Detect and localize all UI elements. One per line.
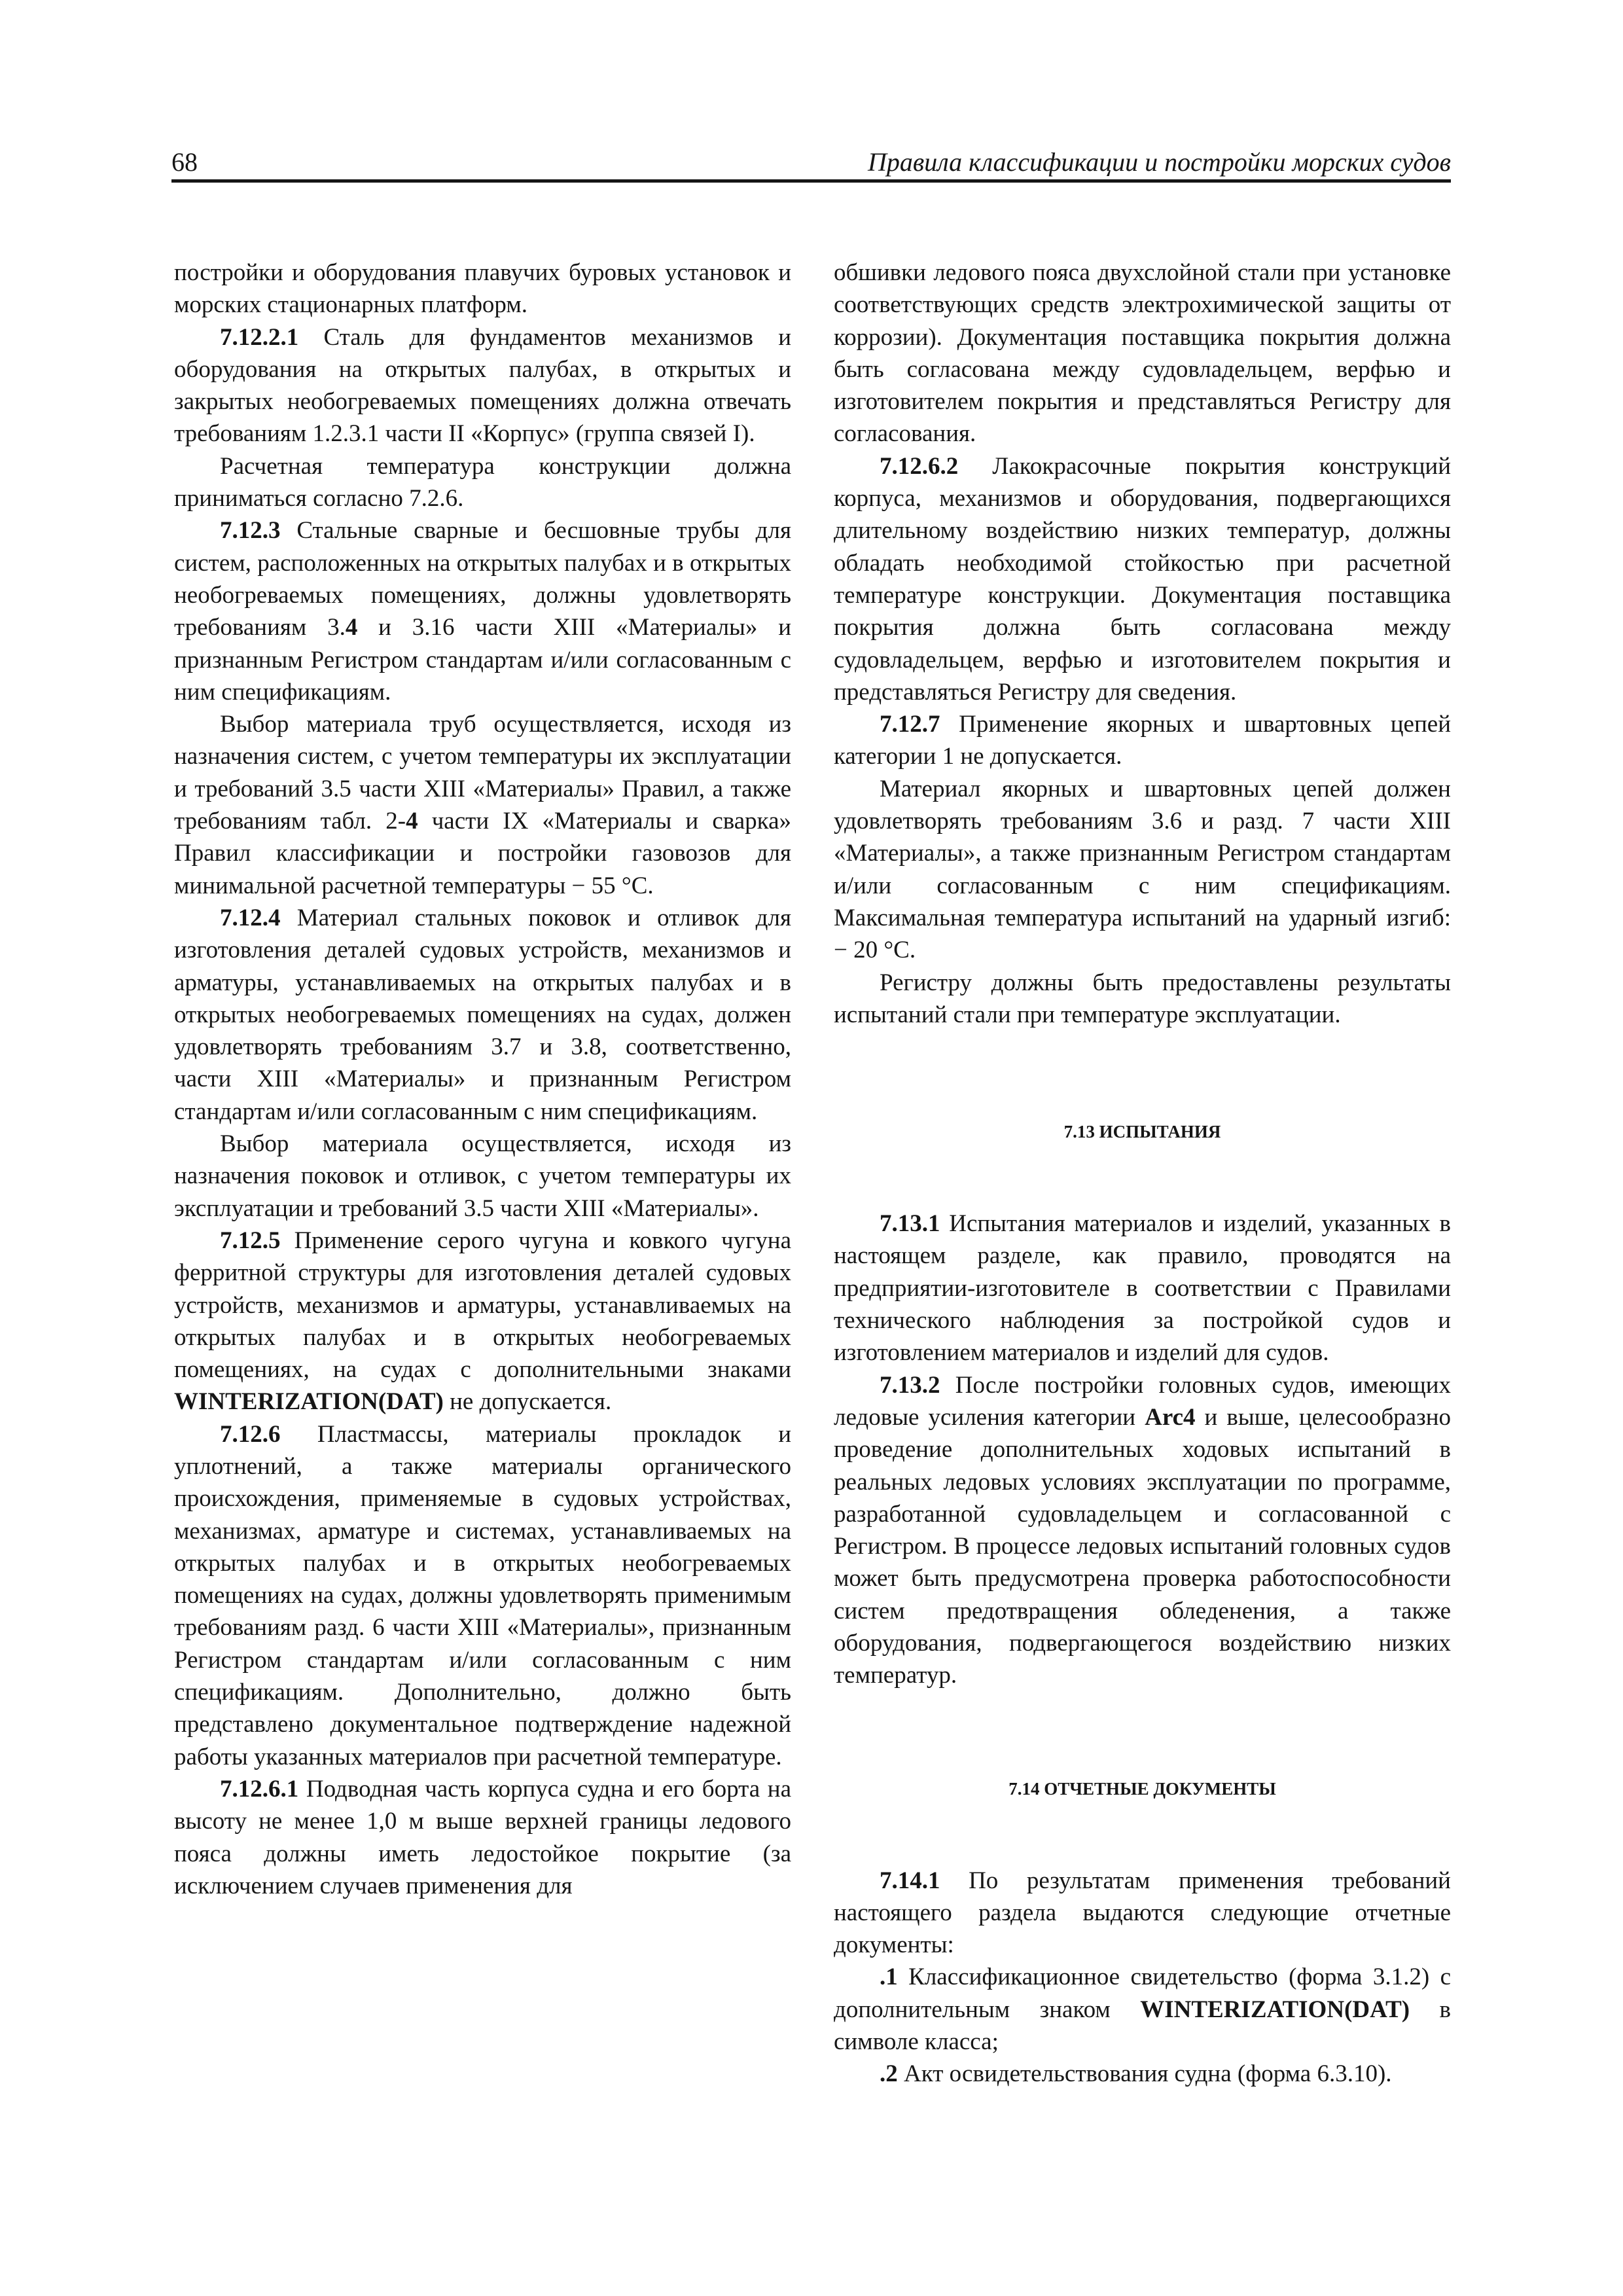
paragraph-7-12-7 [834, 708, 1451, 773]
paragraph-text: и выше, целесообразно проведение дополнительных ходовых испытаний в реальных ледовых условиях эксплуатации по программе, разработанной судовладельцем и согласованной с Регистром. В процессе ледовых испытаний головных судов может быть предусмотрена проверка работоспособности систем предотвращения обледенения, а также оборудования, подвергающегося воздействию низких температур. [834, 1403, 1451, 1689]
paragraph-7-14-1 [834, 1865, 1451, 1962]
paragraph-7-13-1 [834, 1208, 1451, 1369]
clause-number: 7.13.1 [880, 1210, 940, 1238]
paragraph-text: Сталь для фундаментов механизмов и оборудования на открытых палубах, в открытых и закрытых необогреваемых помещениях должна отвечать требованиям 1.2.3.1 части II «Корпус» (группа связей I). [174, 323, 791, 448]
paragraph-design-temperature: Расчетная температура конструкции должна приниматься согласно 7.2.6. [174, 452, 791, 512]
paragraph-text: Применение якорных и швартовных цепей категории 1 не допускается. [834, 711, 1451, 770]
paragraph-text: Материал стальных поковок и отливок для изготовления деталей судовых устройств, механизмов и арматуры, устанавливаемых на открытых палубах и в открытых необогреваемых помещениях на судах, должен удовлетворять требованиям 3.7 и 3.8, соответственно, части XIII «Материалы» и признанным Регистром стандартам и/или согласованным с ним спецификациям. [174, 904, 791, 1125]
list-item-2 [834, 2058, 1451, 2090]
paragraph-material-choice: Выбор материала осуществляется, исходя из назначения поковок и отливок, с учетом температуры их эксплуатации и требований 3.5 части XIII «Материалы». [174, 1130, 791, 1222]
paragraph-text: Применение серого чугуна и ковкого чугуна ферритной структуры для изготовления деталей судовых устройств, механизмов и арматуры, устанавливаемых на открытых палубах и в открытых необогреваемых помещениях, на судах с дополнительными знаками [174, 1227, 791, 1384]
paragraph-7-12-6-1 [174, 1773, 791, 1902]
paragraph-pipe-material [174, 708, 791, 902]
paragraph-text: Подводная часть корпуса судна и его борта на высоту не менее 1,0 м выше верхней границы ледового пояса должны иметь ледостойкое покрытие (за исключением случаев применения для [174, 1775, 791, 1899]
paragraph-text: не допускается. [443, 1388, 612, 1416]
list-number: .1 [880, 1964, 898, 1991]
page-header [171, 145, 1451, 179]
paragraph-text: Лакокрасочные покрытия конструкций корпуса, механизмов и оборудования, подвергающихся длительному воздействию низких температур, должны обладать необходимой стойкостью при расчетной температуре конструкции. Документация поставщика покрытия должна быть согласована между судовладельцем, верфью и изготовителем покрытия и представляться Регистру для сведения. [834, 452, 1451, 706]
paragraph-chain-material: Материал якорных и швартовных цепей должен удовлетворять требованиям 3.6 и разд. 7 части XIII «Материалы», а также признанным Регистром стандартам и/или согласованным с ним спецификациям. Максимальная температура испытаний на ударный изгиб: − 20 °С. [834, 775, 1451, 964]
paragraph-text: Испытания материалов и изделий, указанных в настоящем разделе, как правило, проводятся на предприятии-изготовителе в соответствии с Правилами технического наблюдения за постройкой судов и изготовлением материалов и изделий для судов. [834, 1210, 1451, 1367]
paragraph-7-12-3 [174, 514, 791, 708]
section-heading-7-14: 7.14 ОТЧЕТНЫЕ ДОКУМЕНТЫ [1008, 1778, 1276, 1799]
bold-reference: 4 [345, 614, 358, 641]
paragraph-7-12-6 [174, 1418, 791, 1773]
paragraph-7-13-2 [834, 1369, 1451, 1692]
paragraph-7-12-2-1 [174, 321, 791, 450]
clause-number: 7.12.4 [220, 904, 281, 931]
paragraph-text: Классификационное свидетельство (форма 3.1.2) с дополнительным знаком [834, 1964, 1451, 2023]
clause-number: 7.14.1 [880, 1867, 940, 1894]
paragraph-7-12-6-2 [834, 450, 1451, 708]
clause-number: 7.12.6 [220, 1420, 281, 1448]
paragraph-test-results: Регистру должны быть предоставлены результаты испытаний стали при температуре эксплуатации. [834, 969, 1451, 1028]
paragraph-7-12-5 [174, 1225, 791, 1418]
bold-reference: 4 [406, 808, 418, 835]
paragraph-text: Выбор материала труб осуществляется, исходя из назначения систем, с учетом температуры их эксплуатации и требований 3.5 части XIII «Материалы» Правил, а также требованиям табл. 2- [174, 711, 791, 835]
class-notation: WINTERIZATION(DAT) [1140, 1996, 1410, 2023]
paragraph-7-12-4 [174, 902, 791, 1128]
paragraph-text: в символе класса; [834, 1996, 1451, 2056]
paragraph-text: части IX «Материалы и сварка» Правил классификации и постройки газовозов для минимальной расчетной температуры − 55 °С. [174, 808, 791, 899]
left-column [174, 257, 791, 1902]
list-number: .2 [880, 2060, 898, 2088]
paragraph-continuation: обшивки ледового пояса двухслойной стали при установке соответствующих средств электрохимической защиты от коррозии). Документация поставщика покрытия должна быть согласована между судовладельцем, верфью и изготовителем покрытия и представляться Регистру для согласования. [834, 259, 1451, 448]
paragraph-text: Акт освидетельствования судна (форма 6.3.10). [897, 2060, 1392, 2088]
paragraph-text: По результатам применения требований настоящего раздела выдаются следующие отчетные документы: [834, 1867, 1451, 1959]
page-number: 68 [171, 147, 198, 177]
running-title: Правила классификации и постройки морских судов [867, 147, 1451, 177]
section-heading-7-13: 7.13 ИСПЫТАНИЯ [1063, 1122, 1221, 1142]
clause-number: 7.12.5 [220, 1227, 281, 1254]
paragraph-text: и 3.16 части XIII «Материалы» и признанным Регистром стандартам и/или согласованным с ним спецификациям. [174, 614, 791, 706]
clause-number: 7.12.6.1 [220, 1775, 299, 1803]
right-column [834, 257, 1451, 2090]
class-notation: WINTERIZATION(DAT) [174, 1388, 444, 1416]
clause-number: 7.12.7 [880, 711, 940, 738]
paragraph-text: После постройки головных судов, имеющих ледовые усиления категории [834, 1371, 1451, 1431]
paragraph-text: Пластмассы, материалы прокладок и уплотнений, а также материалы органического происхождения, применяемые в судовых устройствах, механизмах, арматуре и системах, устанавливаемых на открытых палубах и в открытых необогреваемых помещениях на судах, должны удовлетворять применимым требованиям разд. 6 части XIII «Материалы», признанным Регистром стандартам и/или согласованным с ним спецификациям. Дополнительно, должно быть представлено документальное подтверждение надежной работы указанных материалов при расчетной температуре. [174, 1420, 791, 1770]
clause-number: 7.12.3 [220, 517, 281, 545]
paragraph-continuation: постройки и оборудования плавучих буровых установок и морских стационарных платформ. [174, 259, 791, 319]
list-item-1 [834, 1961, 1451, 2058]
clause-number: 7.13.2 [880, 1371, 940, 1399]
paragraph-text: Стальные сварные и бесшовные трубы для систем, расположенных на открытых палубах и в открытых необогреваемых помещениях, должны удовлетворять требованиям 3. [174, 517, 791, 641]
header-rule [171, 179, 1451, 183]
ice-class-notation: Arc4 [1145, 1403, 1196, 1431]
clause-number: 7.12.2.1 [220, 323, 299, 351]
clause-number: 7.12.6.2 [880, 452, 959, 480]
